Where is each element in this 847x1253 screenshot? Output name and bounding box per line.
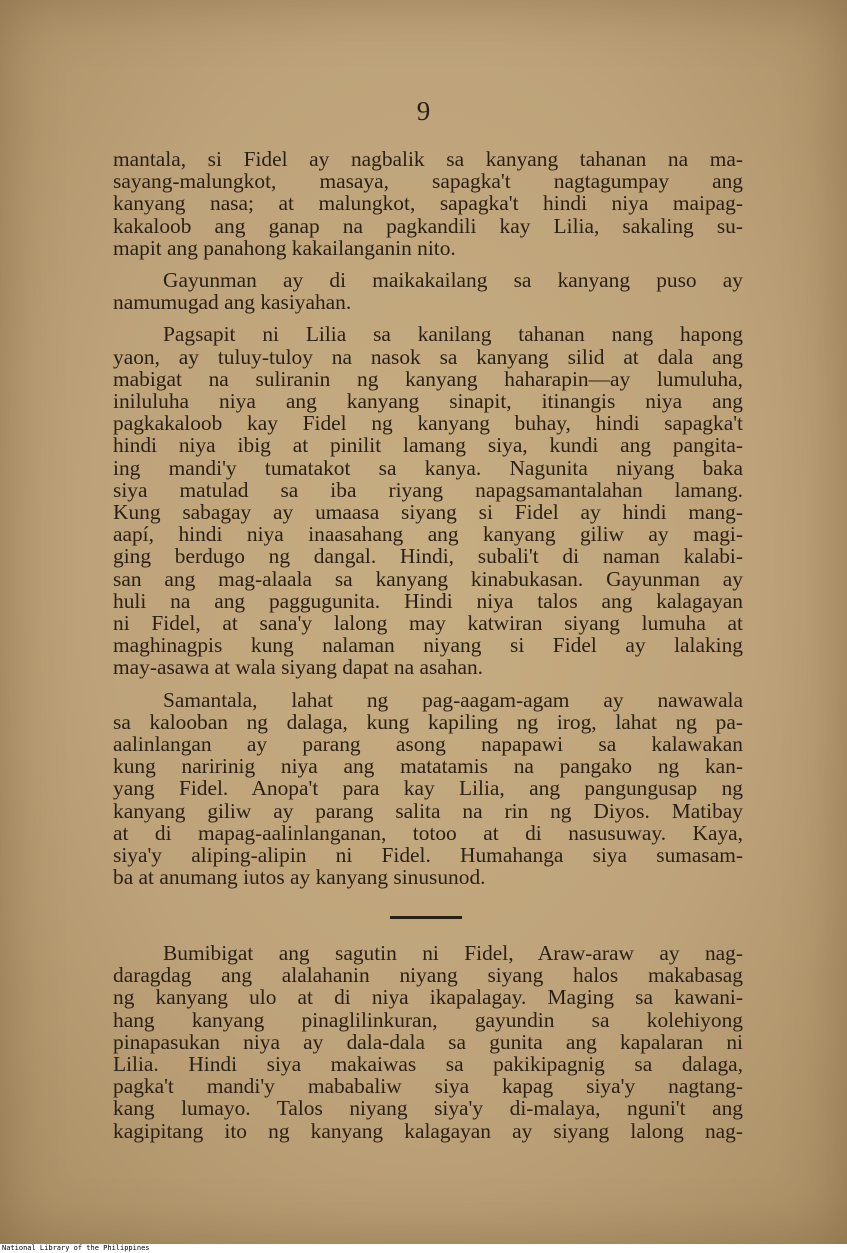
text-line: Samantala, lahat ng pag-aagam-agam ay nawawala	[163, 687, 743, 712]
text-line: at di mapag-aalinlanganan, totoo at di nasusuway. Kaya,	[113, 820, 743, 845]
text-line: ba at anumang iutos ay kanyang sinusunod.	[113, 865, 486, 890]
text-block-top	[113, 148, 743, 899]
text-line: Bumibigat ang sagutin ni Fidel, Araw-araw ay nag-	[163, 941, 743, 965]
text-block-bottom	[113, 942, 743, 1152]
text-line: maghinagpis kung nalaman niyang si Fidel ay lalaking	[113, 633, 743, 658]
text-line: iniluluha niya ang kanyang sinapit, itinangis niya ang	[113, 389, 743, 414]
text-line: may-asawa at wala siyang dapat na asahan.	[113, 655, 484, 680]
text-line: ni Fidel, at sana'y lalong may katwiran siyang lumuha at	[113, 611, 743, 636]
text-line: pinapasukan niya ay dala-dala sa gunita ang kapalaran ni	[113, 1029, 743, 1054]
text-line: kagipitang ito ng kanyang kalagayan ay siyang lalong nag-	[113, 1118, 743, 1143]
text-line: aalinlangan ay parang asong napapawi sa kalawakan	[113, 732, 743, 757]
text-line: huli na ang paggugunita. Hindi niya talos ang kalagayan	[113, 588, 743, 613]
text-line: ging berdugo ng dangal. Hindi, subali't di naman kalabi-	[113, 544, 743, 569]
text-line: kang lumayo. Talos niyang siya'y di-malaya, nguni't ang	[113, 1096, 743, 1121]
text-line: yaon, ay tuluy-tuloy na nasok sa kanyang silid at dala ang	[113, 344, 743, 369]
text-line: Pagsapit ni Lilia sa kanilang tahanan nang hapong	[163, 322, 743, 347]
paragraph-1	[113, 148, 743, 259]
section-divider	[390, 916, 462, 919]
text-line: kung naririnig niya ang matatamis na pangako ng kan-	[113, 754, 743, 779]
paragraph-5	[113, 942, 743, 1142]
text-line: siya matulad sa iba riyang napagsamantalahan lamang.	[113, 477, 743, 502]
text-line: san ang mag-alaala sa kanyang kinabukasan. Gayunman ay	[113, 566, 743, 591]
text-line: hindi niya ibig at pinilit lamang siya, kundi ang pangita-	[113, 433, 743, 458]
text-line: sayang-malungkot, masaya, sapagka't nagtagumpay ang	[113, 169, 743, 194]
text-line: Gayunman ay di maikakailang sa kanyang puso ay	[163, 268, 743, 293]
text-line: kanyang giliw ay parang salita na rin ng Diyos. Matibay	[113, 798, 743, 823]
text-line: Lilia. Hindi siya makaiwas sa pakikipagnig sa dalaga,	[113, 1052, 743, 1077]
text-line: mapit ang panahong kakailanganin nito.	[113, 235, 456, 260]
text-line: kanyang nasa; at malungkot, sapagka't hindi niya maipag-	[113, 191, 743, 216]
text-line: aapí, hindi niya inaasahang ang kanyang giliw ay magi-	[113, 522, 743, 547]
text-line: mantala, si Fidel ay nagbalik sa kanyang tahanan na ma-	[113, 147, 743, 171]
text-line: Kung sabagay ay umaasa siyang si Fidel ay hindi mang-	[113, 500, 743, 525]
text-line: siya'y aliping-alipin ni Fidel. Humahanga siya sumasam-	[113, 843, 743, 868]
text-line: ing mandi'y tumatakot sa kanya. Nagunita niyang baka	[113, 455, 743, 480]
paragraph-2	[113, 269, 743, 313]
text-line: hang kanyang pinaglilinkuran, gayundin sa kolehiyong	[113, 1007, 743, 1032]
text-line: kakaloob ang ganap na pagkandili kay Lilia, sakaling su-	[113, 213, 743, 238]
library-credit: National Library of the Philippines	[2, 1244, 150, 1252]
text-line: mabigat na suliranin ng kanyang haharapin—ay lumuluha,	[113, 366, 743, 391]
text-line: yang Fidel. Anopa't para kay Lilia, ang pangungusap ng	[113, 776, 743, 801]
paragraph-3	[113, 323, 743, 678]
text-line: pagka't mandi'y mababaliw siya kapag siya'y nagtang-	[113, 1074, 743, 1099]
footer-bar	[0, 1244, 847, 1253]
text-line: namumugad ang kasiyahan.	[113, 290, 352, 315]
text-line: ng kanyang ulo at di niya ikapalagay. Maging sa kawani-	[113, 985, 743, 1010]
text-line: pagkakaloob kay Fidel ng kanyang buhay, hindi sapagka't	[113, 411, 743, 436]
page-number: 9	[416, 96, 431, 126]
text-line: sa kalooban ng dalaga, kung kapiling ng irog, lahat ng pa-	[113, 709, 743, 734]
paragraph-4	[113, 689, 743, 889]
text-line: daragdag ang alalahanin niyang siyang halos makabasag	[113, 963, 743, 988]
